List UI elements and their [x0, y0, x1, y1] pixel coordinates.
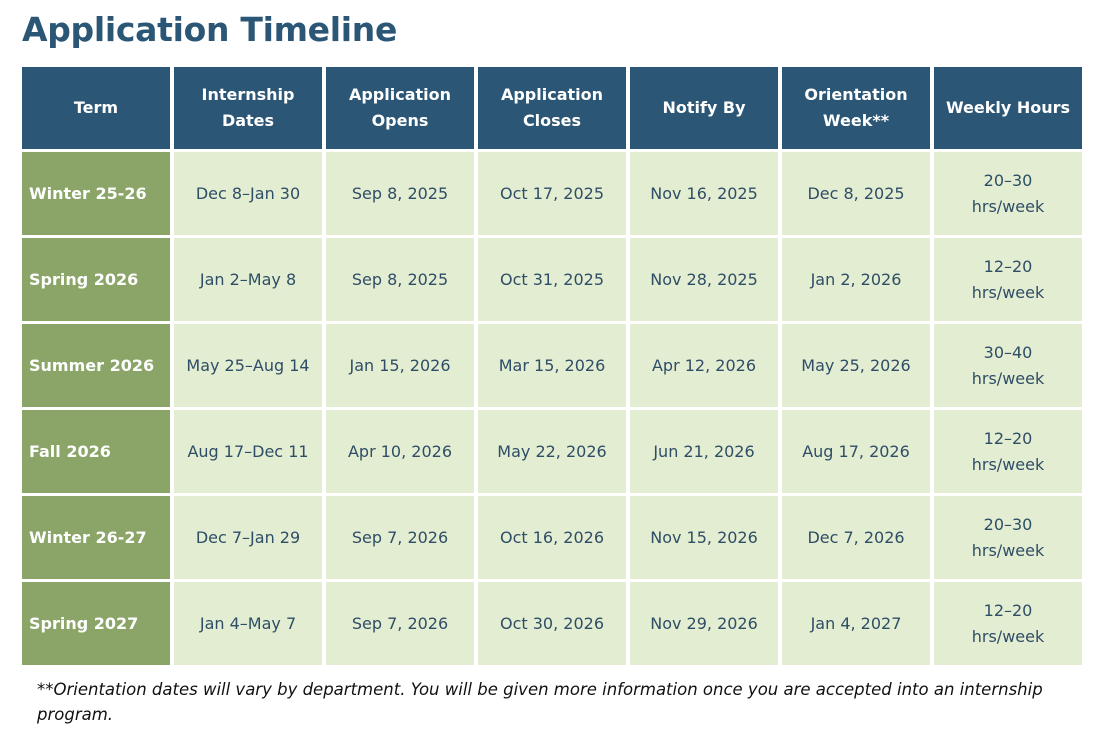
weekly-hours-cell: 20–30 hrs/week — [934, 152, 1082, 235]
notify-by-cell: Nov 29, 2026 — [630, 582, 778, 665]
orientation-week-cell: Aug 17, 2026 — [782, 410, 930, 493]
notify-by-cell: Nov 16, 2025 — [630, 152, 778, 235]
orientation-footnote: **Orientation dates will vary by department. You will be given more information once you are accepted into an internship program. — [37, 680, 1043, 724]
timeline-table — [22, 67, 1082, 665]
application-opens-cell: Sep 8, 2025 — [326, 238, 474, 321]
internship-dates-cell: Jan 4–May 7 — [174, 582, 322, 665]
orientation-week-cell: Dec 7, 2026 — [782, 496, 930, 579]
weekly-hours-cell: 12–20 hrs/week — [934, 410, 1082, 493]
notify-by-cell: Nov 15, 2026 — [630, 496, 778, 579]
header-application-opens: Application Opens — [326, 67, 474, 149]
header-weekly-hours: Weekly Hours — [934, 67, 1082, 149]
orientation-week-cell: Dec 8, 2025 — [782, 152, 930, 235]
orientation-week-cell: May 25, 2026 — [782, 324, 930, 407]
internship-dates-cell: Dec 8–Jan 30 — [174, 152, 322, 235]
internship-dates-cell: Aug 17–Dec 11 — [174, 410, 322, 493]
weekly-hours-cell: 30–40 hrs/week — [934, 324, 1082, 407]
term-cell: Spring 2027 — [22, 582, 170, 665]
internship-dates-cell: Jan 2–May 8 — [174, 238, 322, 321]
orientation-week-cell: Jan 4, 2027 — [782, 582, 930, 665]
weekly-hours-cell: 12–20 hrs/week — [934, 238, 1082, 321]
page-title: Application Timeline — [22, 10, 398, 49]
application-closes-cell: Oct 31, 2025 — [478, 238, 626, 321]
application-closes-cell: Oct 17, 2025 — [478, 152, 626, 235]
header-application-closes: Application Closes — [478, 67, 626, 149]
weekly-hours-cell: 12–20 hrs/week — [934, 582, 1082, 665]
notify-by-cell: Nov 28, 2025 — [630, 238, 778, 321]
application-opens-cell: Sep 8, 2025 — [326, 152, 474, 235]
notify-by-cell: Jun 21, 2026 — [630, 410, 778, 493]
term-cell: Summer 2026 — [22, 324, 170, 407]
term-cell: Fall 2026 — [22, 410, 170, 493]
application-opens-cell: Apr 10, 2026 — [326, 410, 474, 493]
internship-dates-cell: Dec 7–Jan 29 — [174, 496, 322, 579]
notify-by-cell: Apr 12, 2026 — [630, 324, 778, 407]
term-cell: Winter 26-27 — [22, 496, 170, 579]
term-cell: Spring 2026 — [22, 238, 170, 321]
weekly-hours-cell: 20–30 hrs/week — [934, 496, 1082, 579]
application-closes-cell: Oct 16, 2026 — [478, 496, 626, 579]
orientation-week-cell: Jan 2, 2026 — [782, 238, 930, 321]
application-closes-cell: May 22, 2026 — [478, 410, 626, 493]
header-term: Term — [22, 67, 170, 149]
header-notify-by: Notify By — [630, 67, 778, 149]
application-closes-cell: Mar 15, 2026 — [478, 324, 626, 407]
application-opens-cell: Sep 7, 2026 — [326, 496, 474, 579]
internship-dates-cell: May 25–Aug 14 — [174, 324, 322, 407]
header-orientation-week: Orientation Week** — [782, 67, 930, 149]
application-opens-cell: Jan 15, 2026 — [326, 324, 474, 407]
header-internship-dates: Internship Dates — [174, 67, 322, 149]
application-closes-cell: Oct 30, 2026 — [478, 582, 626, 665]
term-cell: Winter 25-26 — [22, 152, 170, 235]
application-opens-cell: Sep 7, 2026 — [326, 582, 474, 665]
